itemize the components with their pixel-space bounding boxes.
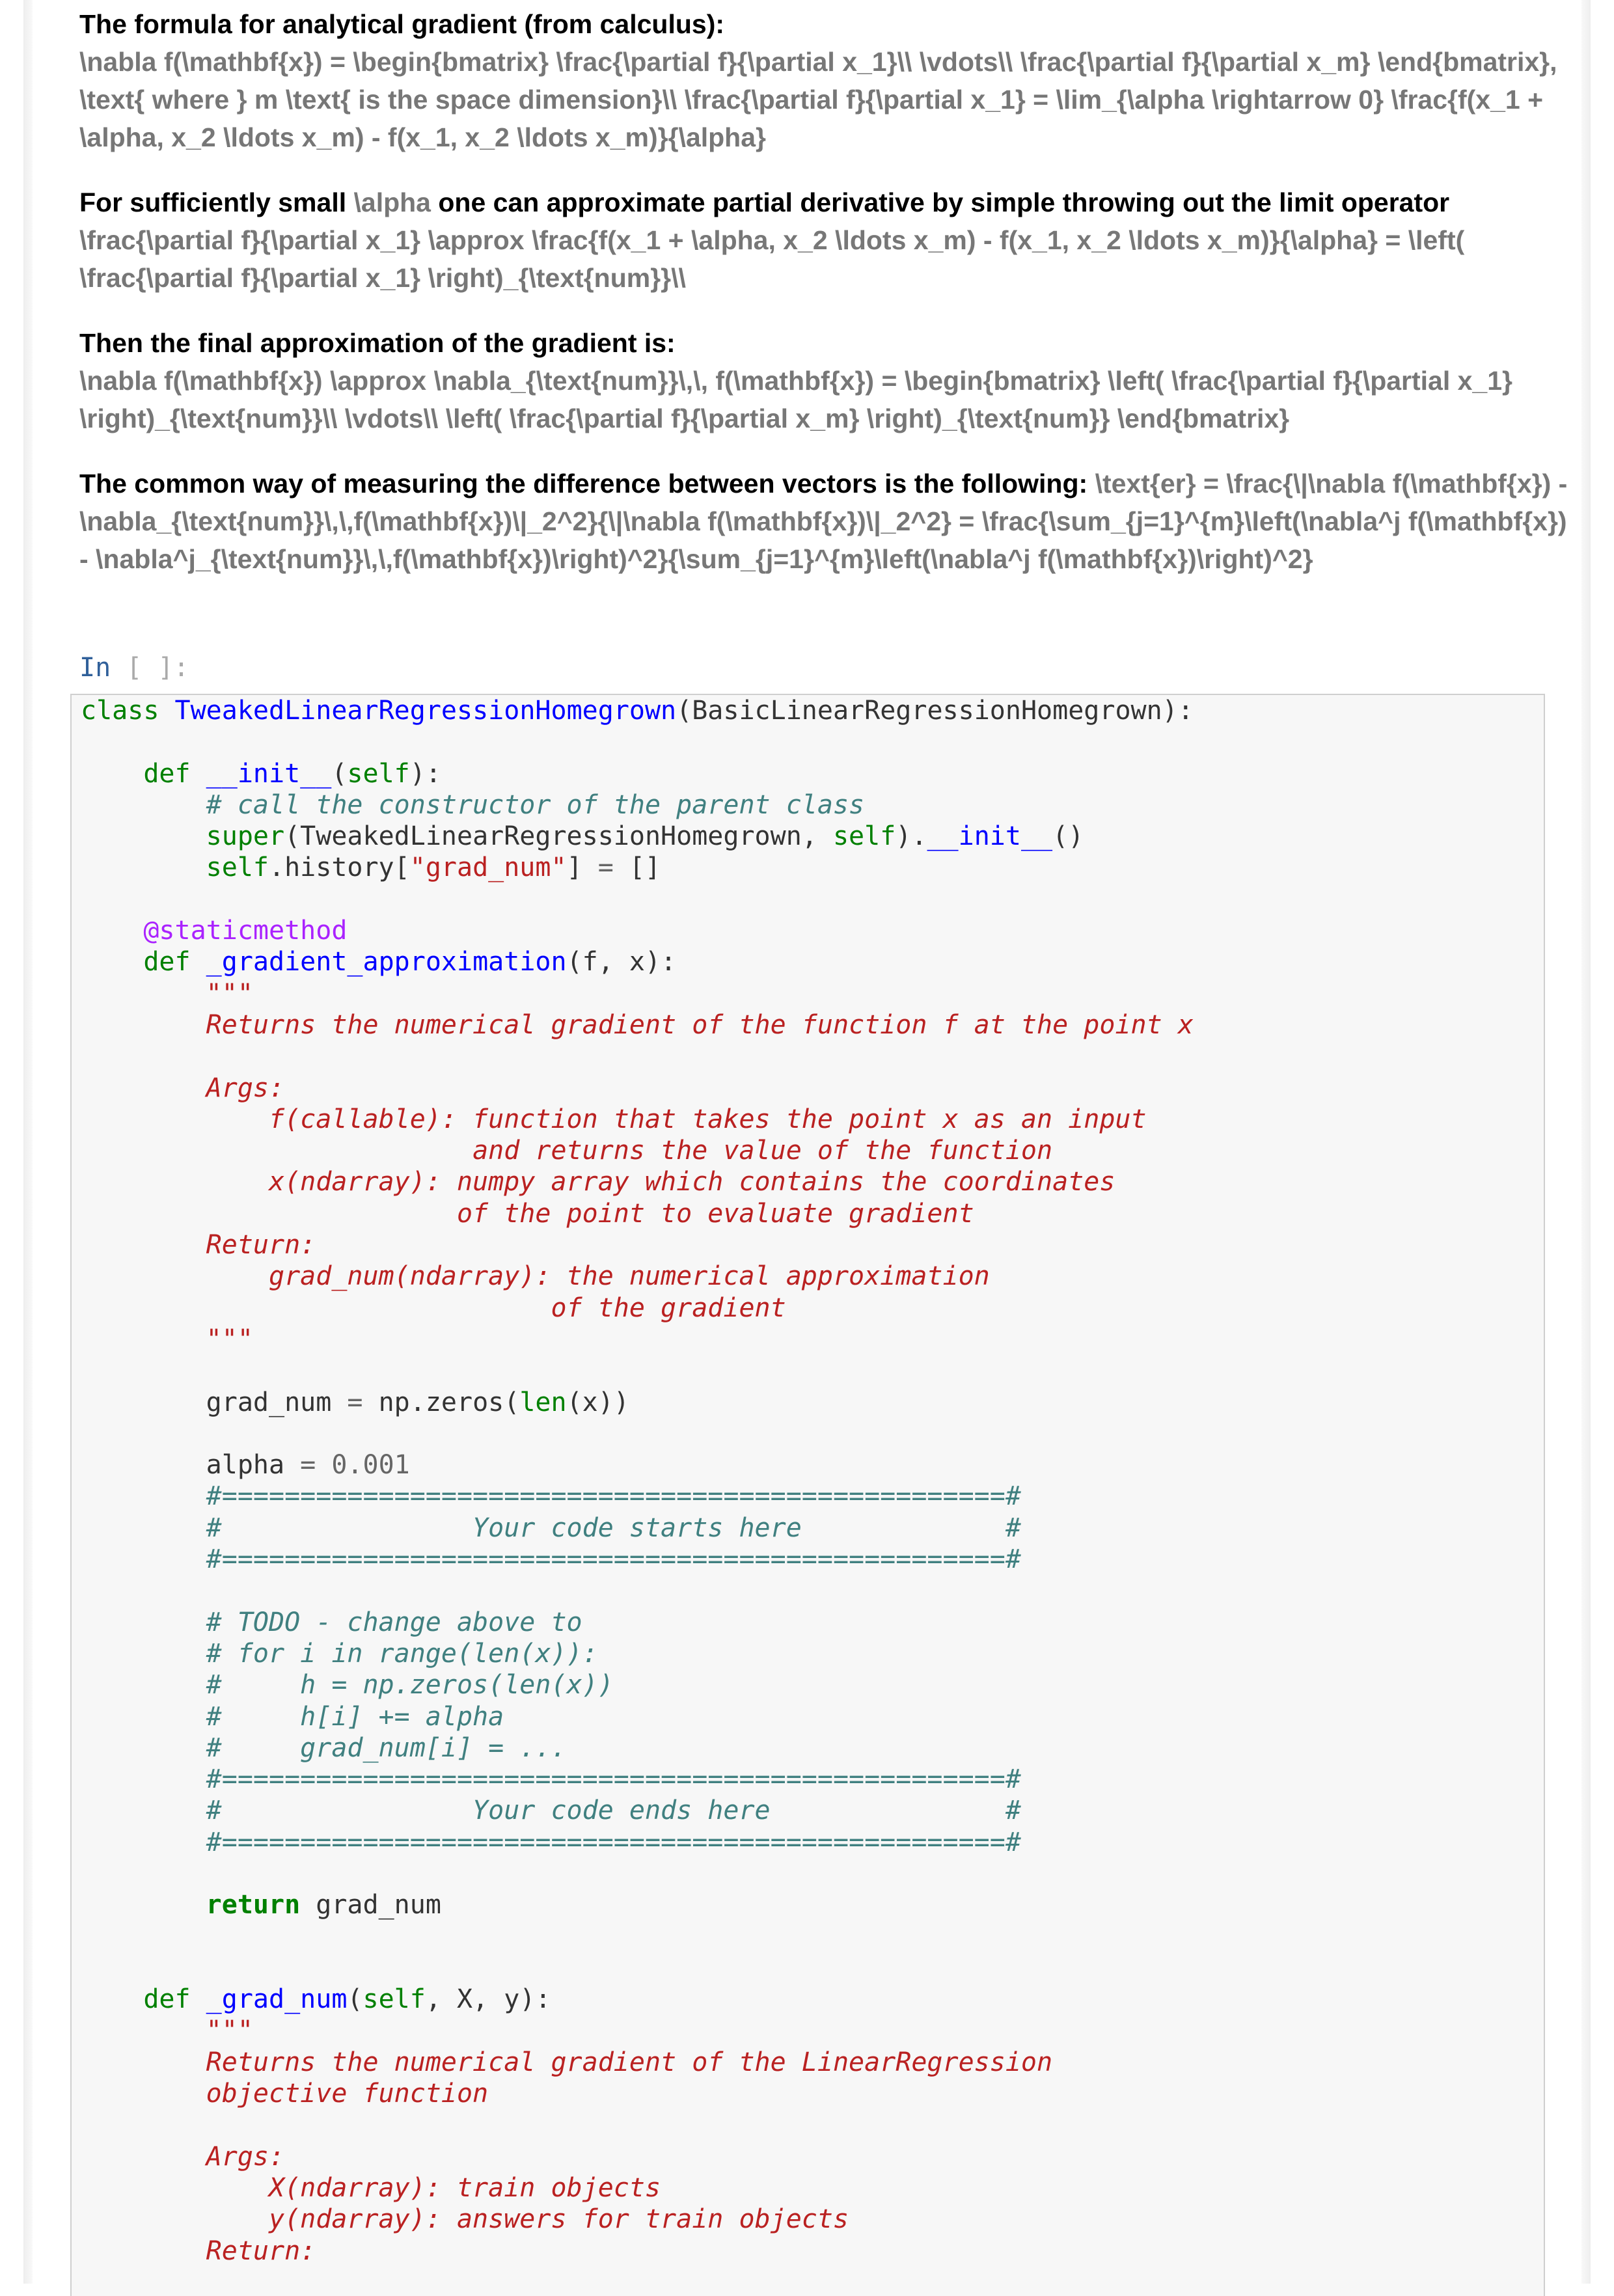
code-line: [81, 1355, 1544, 1386]
code-token: __init__: [206, 758, 332, 789]
code-line: [81, 1575, 1544, 1606]
code-line: [81, 1449, 1544, 1481]
code-token: """: [206, 1324, 253, 1354]
code-token: Args:: [206, 2141, 285, 2172]
code-token: [81, 853, 206, 882]
code-token: [81, 1481, 206, 1511]
code-line: [81, 2141, 1544, 2172]
code-line: [81, 695, 1544, 726]
code-token: [81, 979, 206, 1009]
latex-inline: \alpha: [353, 187, 431, 217]
code-token: alpha: [81, 1450, 301, 1481]
latex-source: \nabla f(\mathbf{x}) \approx \nabla_{\text{num}}\,\, f(\mathbf{x}) = \begin{bmatrix} \left( \frac{\partial f}{\partial x_1} \right)_{\text{num}}\\ \vdots\\ \left( \frac{\partial f}{\partial x_m} \right)_{\text{num}} \end{bmatrix}: [79, 366, 1512, 433]
code-token: #==================================================#: [206, 1481, 1021, 1512]
code-token: (BasicLinearRegressionHomegrown):: [676, 696, 1194, 726]
code-token: grad_num: [81, 1387, 348, 1417]
code-token: .history[: [268, 853, 410, 883]
code-token: [81, 1104, 269, 1134]
code-token: =: [300, 1450, 316, 1481]
code-line: [81, 2047, 1544, 2078]
code-token: # h = np.zeros(len(x)): [206, 1670, 614, 1701]
code-line: [81, 1701, 1544, 1732]
code-token: Args:: [206, 1073, 285, 1103]
code-line: [81, 1795, 1544, 1826]
markdown-paragraph-final-approximation: [79, 324, 1576, 437]
code-line: [81, 1135, 1544, 1166]
markdown-paragraph-approximation: [79, 184, 1576, 297]
prompt-execution-count: [142, 653, 157, 683]
code-token: [81, 1702, 206, 1732]
code-token: [81, 790, 206, 820]
code-line: [81, 1041, 1544, 1072]
code-token: [81, 947, 143, 977]
code-line: [81, 2204, 1544, 2235]
code-token: Returns the numerical gradient of the function f at the point x: [206, 1009, 1194, 1040]
latex-source: \text{er} = \frac{\|\nabla f(\mathbf{x}) - \nabla_{\text{num}}\,\,f(\mathbf{x})\|_2^2}{\|\nabla f(\mathbf{x})\|_2^2} = \frac{\sum_{j=1}^{m}\left(\nabla^j f(\mathbf{x}) - \nabla^j_{\text{num}}\,\,f(\mathbf{x})\right)^2}{\sum_{j=1}^{m}\left(\nabla^j f(\mathbf{x})\right)^2}: [79, 469, 1568, 574]
code-token: 0.001: [331, 1450, 410, 1481]
code-token: [81, 1764, 206, 1794]
code-token: self: [347, 758, 410, 789]
code-token: f(callable): function that takes the point x as an input: [268, 1104, 1147, 1134]
code-token: ]: [566, 853, 598, 883]
code-token: Return:: [206, 1230, 316, 1261]
code-line: [81, 1827, 1544, 1858]
code-token: (x)): [566, 1387, 629, 1417]
code-line: [81, 821, 1544, 852]
code-line: [81, 978, 1544, 1009]
code-token: x(ndarray): numpy array which contains the coordinates: [268, 1167, 1115, 1197]
markdown-cell: [79, 5, 1576, 605]
paragraph-lead-text: Then the final approximation of the gradient is:: [79, 328, 676, 358]
latex-source: \nabla f(\mathbf{x}) = \begin{bmatrix} \frac{\partial f}{\partial x_1}\\ \vdots\\ \frac{\partial f}{\partial x_m} \end{bmatrix}, \text{ where } m \text{ is the space dimension}\\ \frac{\partial f}{\partial x_1} = \lim_{\alpha \rightarrow 0} \frac{f(x_1 + \alpha, x_2 \ldots x_m) - f(x_1, x_2 \ldots x_m)}{\alpha}: [79, 47, 1557, 152]
code-token: [316, 1450, 331, 1480]
code-token: """: [206, 2016, 253, 2046]
code-token: self: [206, 853, 269, 883]
code-token: [81, 821, 206, 851]
code-line: [81, 758, 1544, 789]
code-token: [81, 1136, 472, 1166]
code-line: [81, 726, 1544, 758]
code-cell-input[interactable]: [70, 694, 1545, 2296]
code-token: [191, 759, 206, 789]
prompt-label: In: [79, 653, 111, 683]
code-token: def: [143, 947, 191, 977]
code-token: np.zeros(: [362, 1387, 520, 1417]
page-edge-left: [23, 0, 33, 2284]
code-line: [81, 1229, 1544, 1261]
code-line: [81, 1921, 1544, 1952]
code-line: [81, 1198, 1544, 1229]
code-token: [81, 1513, 206, 1543]
code-token: [81, 1324, 206, 1354]
code-token: [81, 1733, 206, 1763]
code-token: [159, 696, 174, 726]
code-line: [81, 1512, 1544, 1544]
code-line: [81, 1009, 1544, 1041]
code-token: [81, 1199, 457, 1229]
code-line: [81, 915, 1544, 946]
markdown-paragraph-gradient-formula: [79, 5, 1576, 156]
code-line: [81, 1261, 1544, 1292]
code-token: def: [143, 1984, 191, 2015]
code-token: X(ndarray): train objects: [268, 2172, 661, 2203]
code-line: [81, 1764, 1544, 1795]
code-token: _gradient_approximation: [206, 947, 567, 977]
code-token: #==================================================#: [206, 1764, 1021, 1795]
prompt-bracket-close: ]:: [157, 653, 189, 683]
code-token: TweakedLinearRegressionHomegrown: [174, 696, 677, 726]
code-token: ).: [896, 821, 927, 852]
code-line: [81, 2015, 1544, 2046]
code-token: [81, 1073, 206, 1103]
code-token: class: [81, 696, 159, 726]
code-token: [81, 1670, 206, 1700]
code-token: of the point to evaluate gradient: [456, 1198, 974, 1229]
code-token: # Your code starts here #: [206, 1512, 1021, 1543]
code-line: [81, 1607, 1544, 1638]
code-line: [81, 1324, 1544, 1355]
code-token: __init__: [927, 821, 1053, 852]
code-token: [81, 1890, 206, 1920]
code-token: grad_num(ndarray): the numerical approximation: [268, 1261, 990, 1292]
code-token: self: [832, 821, 896, 852]
code-line: [81, 852, 1544, 883]
code-token: [81, 2142, 206, 2172]
code-token: Returns the numerical gradient of the LinearRegression: [206, 2047, 1053, 2077]
code-token: (): [1052, 821, 1084, 852]
code-line: [81, 789, 1544, 821]
code-line: [81, 1481, 1544, 1512]
code-line: [81, 1292, 1544, 1324]
prompt-bracket-open: [: [126, 653, 143, 683]
code-line: [81, 2078, 1544, 2109]
code-line: [81, 1952, 1544, 1984]
page-edge-right: [1581, 0, 1591, 2284]
code-token: @staticmethod: [143, 916, 348, 946]
code-token: [191, 947, 206, 977]
code-token: """: [206, 978, 253, 1009]
code-token: =: [347, 1387, 363, 1417]
code-token: #==================================================#: [206, 1544, 1021, 1575]
code-token: self: [362, 1984, 426, 2015]
code-token: [81, 916, 143, 946]
code-line: [81, 1858, 1544, 1889]
code-token: and returns the value of the function: [472, 1136, 1053, 1166]
code-token: _grad_num: [206, 1984, 348, 2015]
paragraph-lead-text: For sufficiently small: [79, 187, 354, 217]
code-token: objective function: [206, 2079, 489, 2109]
code-token: [81, 1827, 206, 1857]
code-line: [81, 1073, 1544, 1104]
code-token: #==================================================#: [206, 1827, 1021, 1857]
code-token: # Your code ends here #: [206, 1796, 1021, 1826]
code-line: [81, 1984, 1544, 2015]
code-token: # h[i] += alpha: [206, 1701, 504, 1732]
code-line: [81, 1732, 1544, 1764]
code-token: [191, 1984, 206, 2014]
paragraph-lead-text: The formula for analytical gradient (from calculus):: [79, 9, 725, 39]
paragraph-lead-text: The common way of measuring the difference between vectors is the following:: [79, 469, 1088, 499]
code-token: (: [347, 1984, 363, 2015]
code-token: grad_num: [300, 1890, 441, 1920]
code-token: ):: [409, 758, 441, 789]
code-token: (: [331, 758, 348, 789]
code-token: [81, 1796, 206, 1825]
code-token: super: [206, 821, 285, 852]
code-token: [81, 1230, 206, 1260]
code-token: []: [613, 853, 661, 883]
code-token: [81, 1167, 269, 1197]
code-token: # TODO - change above to: [206, 1607, 582, 1637]
paragraph-lead-text: one can approximate partial derivative by simple throwing out the limit operator: [430, 187, 1450, 217]
code-token: =: [597, 853, 614, 883]
code-token: len: [519, 1387, 567, 1417]
code-token: [81, 1261, 269, 1291]
code-token: Return:: [206, 2235, 316, 2266]
code-token: [81, 1607, 206, 1637]
latex-source: \frac{\partial f}{\partial x_1} \approx \frac{f(x_1 + \alpha, x_2 \ldots x_m) - f(x_1, x_2 \ldots x_m)}{\alpha} = \left( \frac{\partial f}{\partial x_1} \right)_{\text{num}}\\: [79, 225, 1465, 293]
code-token: y(ndarray): answers for train objects: [268, 2204, 849, 2235]
code-line: [81, 1104, 1544, 1135]
code-token: [81, 1544, 206, 1574]
code-token: return: [206, 1890, 301, 1920]
code-line: [81, 946, 1544, 977]
code-token: (f, x):: [566, 947, 677, 977]
code-line: [81, 2109, 1544, 2140]
code-token: , X, y):: [425, 1984, 551, 2015]
code-line: [81, 1387, 1544, 1418]
code-line: [81, 2235, 1544, 2267]
code-token: def: [143, 758, 191, 789]
code-token: [81, 2079, 206, 2109]
code-token: [81, 2236, 206, 2266]
code-line: [81, 1669, 1544, 1701]
markdown-paragraph-error-measure: [79, 465, 1576, 578]
code-line: [81, 884, 1544, 915]
code-editor[interactable]: [72, 695, 1544, 2267]
code-token: [81, 2173, 269, 2203]
code-token: [81, 1984, 143, 2014]
code-token: [81, 1010, 206, 1040]
code-token: [81, 2047, 206, 2077]
input-prompt: [79, 649, 189, 686]
code-line: [81, 2172, 1544, 2204]
code-token: "grad_num": [409, 853, 567, 883]
code-token: # grad_num[i] = ...: [206, 1732, 567, 1763]
code-token: [81, 1293, 551, 1323]
code-line: [81, 1544, 1544, 1575]
code-token: [81, 2016, 206, 2045]
code-token: (TweakedLinearRegressionHomegrown,: [284, 821, 833, 852]
code-line: [81, 1166, 1544, 1197]
code-token: [81, 759, 143, 789]
code-line: [81, 1418, 1544, 1449]
code-token: # call the constructor of the parent class: [206, 789, 865, 820]
code-line: [81, 1638, 1544, 1669]
code-token: [81, 1639, 206, 1669]
code-token: [81, 2204, 269, 2234]
code-token: of the gradient: [551, 1292, 786, 1323]
code-line: [81, 1889, 1544, 1920]
code-token: # for i in range(len(x)):: [206, 1638, 598, 1669]
